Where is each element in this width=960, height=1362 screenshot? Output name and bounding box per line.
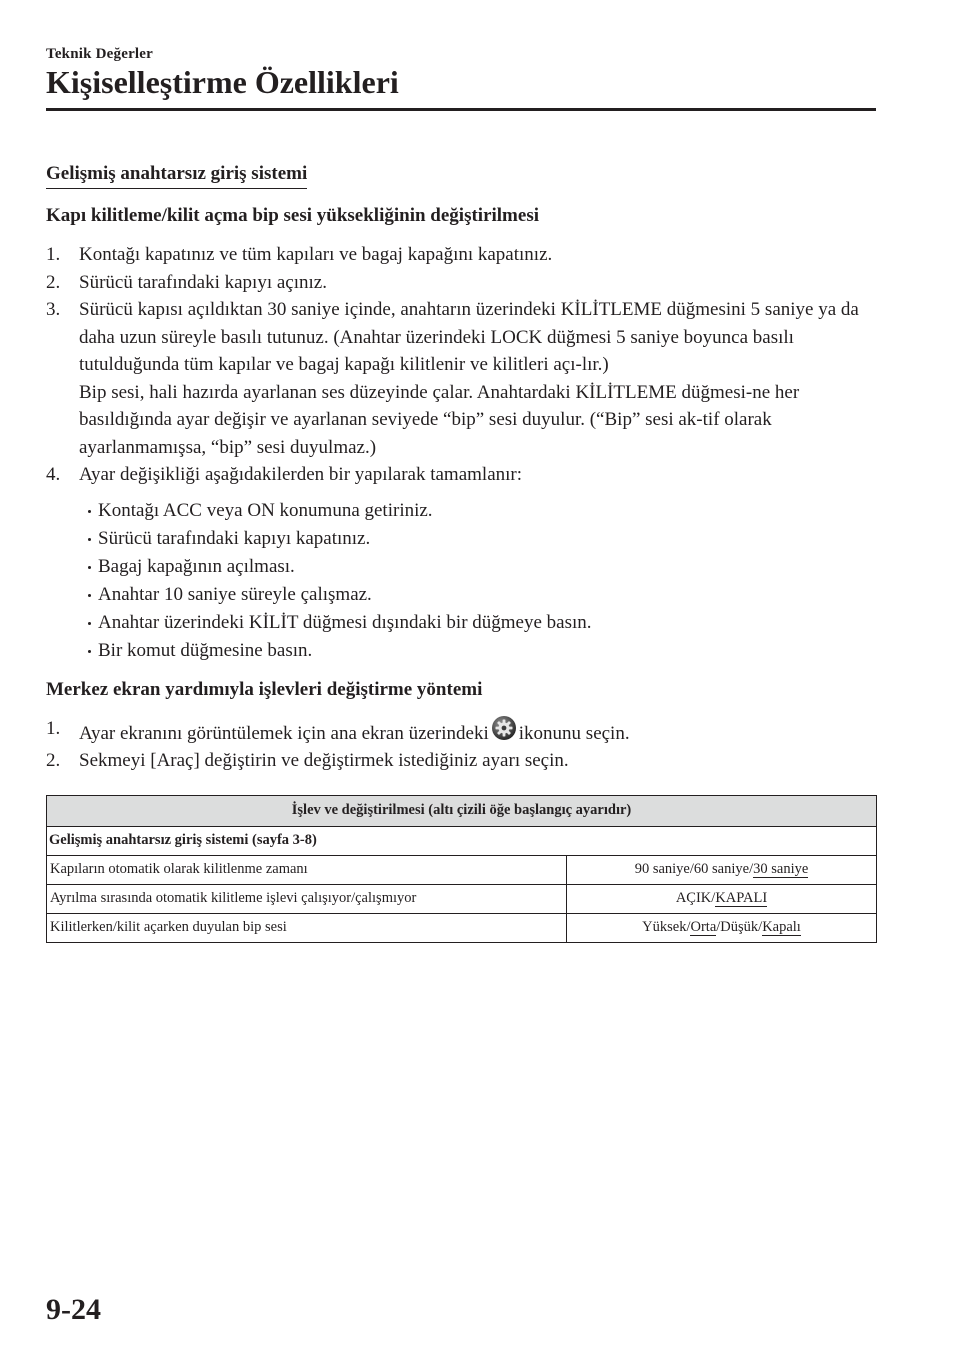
option-separator: / (711, 890, 716, 906)
list-item: Bir komut düğmesine basın. (88, 637, 876, 665)
setting-options (567, 884, 877, 913)
step-number: 3. (46, 299, 61, 320)
option-separator: / (686, 919, 691, 935)
step-number: 1. (46, 244, 61, 265)
list-item (46, 747, 876, 775)
step-text: Sürücü tarafındaki kapıyı açınız. (79, 271, 327, 293)
list-item: Kontağı ACC veya ON konumuna getiriniz. (88, 497, 876, 525)
default-option: Orta (690, 919, 717, 935)
setting-feature: Kilitlerken/kilit açarken duyulan bip sesi (47, 913, 567, 942)
option: Düşük (720, 919, 759, 935)
beep-volume-steps (46, 241, 876, 489)
step-text-after: ikonunu seçin. (518, 722, 630, 744)
option: Yüksek (642, 919, 687, 935)
list-item (46, 715, 876, 748)
option-separator: / (758, 919, 763, 935)
list-item: Bagaj kapağının açılması. (88, 553, 876, 581)
center-display-steps (46, 715, 876, 775)
center-display-heading: Merkez ekran yardımıyla işlevleri değiştirme yöntemi (46, 678, 483, 700)
table-group-row (47, 826, 877, 855)
completion-conditions (46, 497, 876, 665)
table-header-row (47, 795, 877, 826)
step-text-before: Ayar ekranını görüntülemek için ana ekran üzerindeki (79, 722, 489, 744)
list-item: Anahtar üzerindeki KİLİT düğmesi dışındaki bir düğmeye basın. (88, 609, 876, 637)
step-text: Sürücü kapısı açıldıktan 30 saniye içinde, anahtarın üzerindeki KİLİTLEME düğmesini 5 saniye ya da daha uzun süreyle basılı tutunuz. (Anahtar üzerindeki LOCK düğmesi 5 saniye boyunca basılı tutulduğunda tüm kapılar ve bagaj kapağı kilitlenir ve kilitleri açı-lır.) (79, 299, 859, 375)
setting-options (567, 913, 877, 942)
list-item: Sürücü tarafındaki kapıyı kapatınız. (88, 525, 876, 553)
list-item (46, 269, 876, 297)
step-number: 2. (46, 271, 61, 293)
gear-icon (491, 715, 517, 741)
table-header: İşlev ve değiştirilmesi (altı çizili öğe başlangıç ayarıdır) (47, 795, 877, 826)
list-item (46, 241, 876, 269)
table-row (47, 855, 877, 884)
list-item (46, 296, 876, 461)
option: 60 saniye (693, 861, 750, 877)
table-row (47, 913, 877, 942)
beep-volume-heading: Kapı kilitleme/kilit açma bip sesi yüksekliğinin değiştirilmesi (46, 205, 539, 226)
default-option: 30 saniye (753, 861, 809, 877)
settings-table (46, 795, 877, 943)
table-row (47, 884, 877, 913)
step-number: 2. (46, 750, 61, 771)
setting-options (567, 855, 877, 884)
option-separator: / (689, 861, 694, 877)
step-text: Sekmeyi [Araç] değiştirin ve değiştirmek istediğiniz ayarı seçin. (79, 750, 569, 771)
option-separator: / (749, 861, 754, 877)
default-option: KAPALI (715, 890, 768, 906)
default-option: Kapalı (762, 919, 801, 935)
option: 90 saniye (634, 861, 690, 877)
step-number: 1. (46, 717, 61, 739)
step-text: Kontağı kapatınız ve tüm kapıları ve bagaj kapağını kapatınız. (79, 244, 553, 265)
option-separator: / (716, 919, 721, 935)
section-label: Teknik Değerler (46, 46, 154, 62)
option: AÇIK (675, 890, 712, 906)
step-text: Ayar değişikliği aşağıdakilerden bir yapılarak tamamlanır: (79, 464, 523, 485)
page-number: 9-24 (46, 1293, 101, 1326)
setting-feature: Kapıların otomatik olarak kilitlenme zamanı (47, 855, 567, 884)
list-item: Anahtar 10 saniye süreyle çalışmaz. (88, 581, 876, 609)
setting-feature: Ayrılma sırasında otomatik kilitleme işlevi çalışıyor/çalışmıyor (47, 884, 567, 913)
page-title: Kişiselleştirme Özellikleri (46, 64, 399, 100)
step-text (79, 715, 876, 748)
step-text-note: Bip sesi, hali hazırda ayarlanan ses düzeyinde çalar. Anahtardaki KİLİTLEME düğmesi-ne her basıldığında ayar değişir ve ayarlanan seviyede “bip” sesi duyulur. (“Bip” sesi ak-tif olarak ayarlanmamışsa, “bip” sesi duyulmaz.) (79, 381, 800, 458)
list-item (46, 461, 876, 489)
page-content (46, 162, 876, 943)
step-number: 4. (46, 464, 61, 485)
title-divider (46, 108, 876, 111)
subsection-title: Gelişmiş anahtarsız giriş sistemi (46, 162, 307, 189)
table-group-label: Gelişmiş anahtarsız giriş sistemi (sayfa 3-8) (47, 826, 877, 855)
